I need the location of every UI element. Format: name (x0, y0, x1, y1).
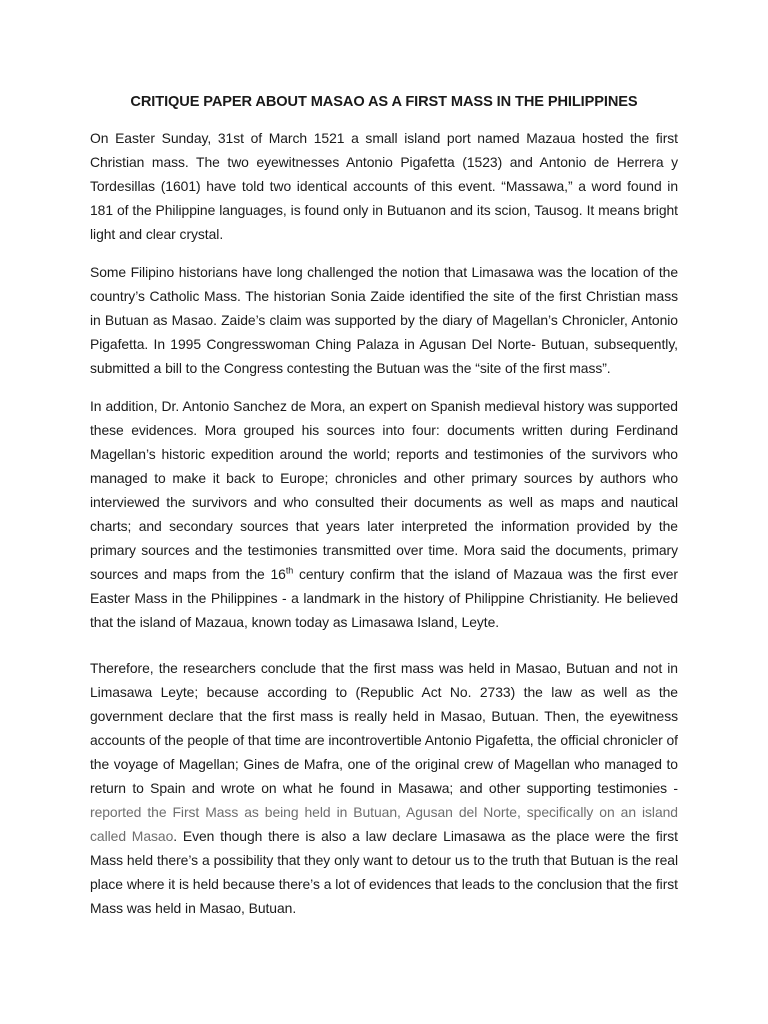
quoted-testimony: reported the First Mass as being held in Butuan, Agusan del Norte, specifically on an island called Masao (90, 804, 678, 844)
paragraph-3-text-b: century confirm that the island of Mazaua was the first ever Easter Mass in the Philippines - a landmark in the history of Philippine Christianity. He believed that the island of Mazaua, known today as Limasawa Island, Leyte. (90, 566, 678, 630)
paragraph-sanchez-de-mora (90, 394, 678, 634)
paragraph-3-text-a: In addition, Dr. Antonio Sanchez de Mora, an expert on Spanish medieval history was supported these evidences. Mora grouped his sources into four: documents written during Ferdinand Magellan’s historic expedition around the world; reports and testimonies of the survivors who managed to make it back to Europe; chronicles and other primary sources by authors who interviewed the survivors and who consulted their documents as well as maps and nautical charts; and secondary sources that years later interpreted the information provided by the primary sources and the testimonies transmitted over time. Mora said the documents, primary sources and maps from the 16 (90, 398, 678, 582)
paragraph-4-text-b: . Even though there is also a law declare Limasawa as the place were the first Mass held there’s a possibility that they only want to detour us to the truth that Butuan is the real place where it is held because there’s a lot of evidences that leads to the conclusion that the first Mass was held in Masao, Butuan. (90, 828, 678, 916)
paragraph-filipino-historians: Some Filipino historians have long challenged the notion that Limasawa was the location of the country’s Catholic Mass. The historian Sonia Zaide identified the site of the first Christian mass in Butuan as Masao. Zaide’s claim was supported by the diary of Magellan’s Chronicler, Antonio Pigafetta. In 1995 Congresswoman Ching Palaza in Agusan Del Norte- Butuan, subsequently, submitted a bill to the Congress contesting the Butuan was the “site of the first mass”. (90, 264, 678, 376)
paragraph-4-text-a: Therefore, the researchers conclude that the first mass was held in Masao, Butuan and not in Limasawa Leyte; because according to (Republic Act No. 2733) the law as well as the government declare that the first mass is really held in Masao, Butuan. Then, the eyewitness accounts of the people of that time are incontrovertible Antonio Pigafetta, the official chronicler of the voyage of Magellan; Gines de Mafra, one of the original crew of Magellan who managed to return to Spain and wrote on what he found in Masawa; and other supporting testimonies - (90, 660, 678, 796)
paragraph-conclusion (90, 656, 678, 920)
century-superscript: th (285, 565, 294, 576)
document-title: CRITIQUE PAPER ABOUT MASAO AS A FIRST MASS IN THE PHILIPPINES (130, 94, 638, 110)
paragraph-easter-mass: On Easter Sunday, 31st of March 1521 a small island port named Mazaua hosted the first Christian mass. The two eyewitnesses Antonio Pigafetta (1523) and Antonio de Herrera y Tordesillas (1601) have told two identical accounts of this event. “Massawa,” a word found in 181 of the Philippine languages, is found only in Butuanon and its scion, Tausog. It means bright light and clear crystal. (90, 130, 678, 242)
